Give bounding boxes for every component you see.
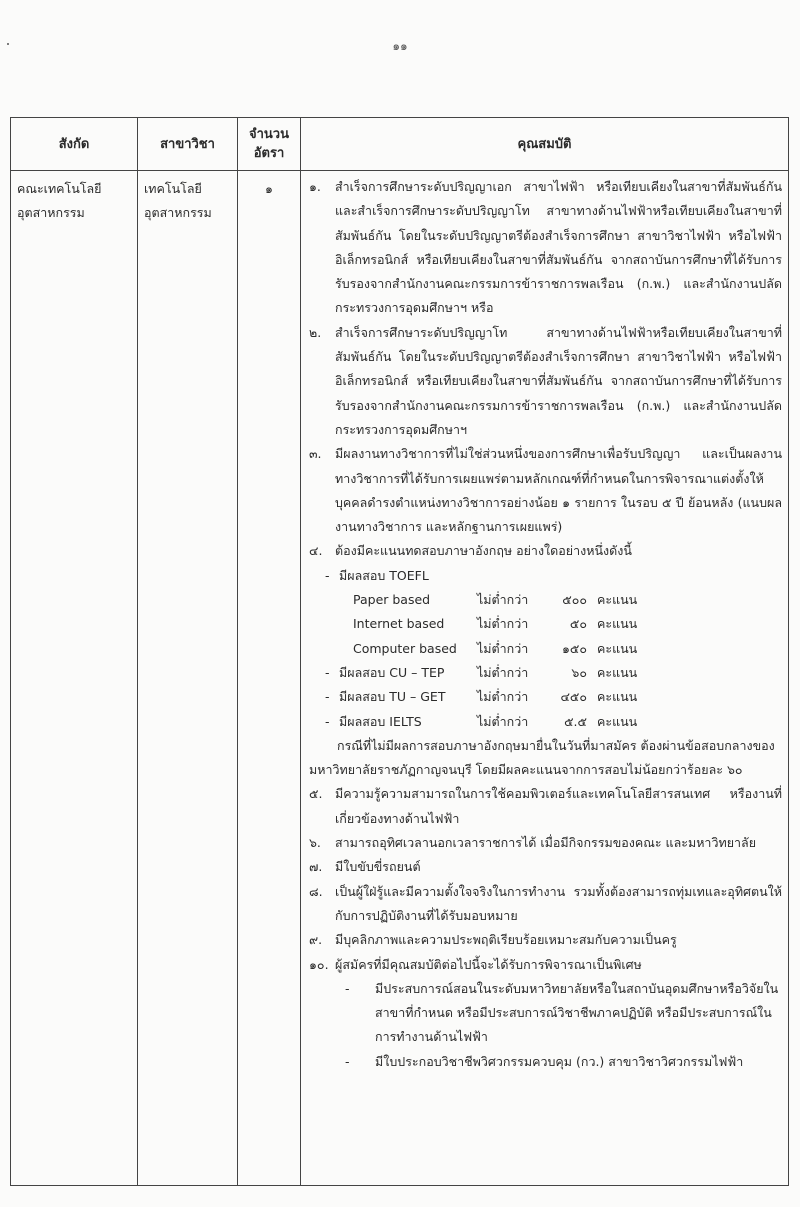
score-comparator: ไม่ต่ำกว่า bbox=[477, 616, 529, 632]
item-number: ๙. bbox=[309, 932, 323, 948]
toefl-label: มีผลสอบ TOEFL bbox=[339, 567, 429, 583]
score-comparator: ไม่ต่ำกว่า bbox=[477, 592, 529, 608]
item-number: ๖. bbox=[309, 835, 321, 851]
qualification-item bbox=[309, 321, 782, 442]
item-text: ต้องมีคะแนนทดสอบภาษาอังกฤษ อย่างใดอย่างหนึ่งดังนี้ bbox=[335, 543, 632, 559]
score-unit: คะแนน bbox=[597, 664, 638, 680]
score-value: ๕๐๐ bbox=[562, 592, 587, 608]
qualification-item bbox=[309, 953, 782, 977]
score-row bbox=[353, 637, 782, 661]
item-number: ๗. bbox=[309, 859, 323, 875]
qualifications-table bbox=[10, 117, 789, 1186]
score-row bbox=[353, 612, 782, 636]
field-cell bbox=[138, 171, 238, 1186]
toefl-label-row bbox=[309, 564, 782, 588]
score-unit: คะแนน bbox=[597, 616, 638, 632]
dash-bullet: - bbox=[325, 689, 330, 705]
item-number: ๓. bbox=[309, 446, 322, 462]
header-affiliation: สังกัด bbox=[11, 118, 138, 171]
qualification-item bbox=[309, 855, 782, 879]
score-type: Computer based bbox=[353, 640, 457, 656]
dash-bullet: - bbox=[345, 1053, 350, 1069]
special-item-text: มีใบประกอบวิชาชีพวิศวกรรมควบคุม (กว.) สาขาวิชาวิศวกรรมไฟฟ้า bbox=[375, 1053, 744, 1069]
qualification-item bbox=[309, 831, 782, 855]
special-item bbox=[345, 1050, 782, 1074]
score-row bbox=[353, 588, 782, 612]
dash-bullet: - bbox=[345, 980, 350, 996]
score-comparator: ไม่ต่ำกว่า bbox=[477, 640, 529, 656]
qualification-item bbox=[309, 539, 782, 563]
item-text: สามารถอุทิศเวลานอกเวลาราชการได้ เมื่อมีกิจกรรมของคณะ และมหาวิทยาลัย bbox=[335, 835, 757, 851]
item-text: มีผลงานทางวิชาการที่ไม่ใช่ส่วนหนึ่งของการศึกษาเพื่อรับปริญญา และเป็นผลงานทางวิชาการที่ได้รับการเผยแพร่ตามหลักเกณฑ์ที่กำหนดในการพิจารณาแต่งตั้งให้บุคคลดำรงตำแหน่งทางวิชาการอย่างน้อย ๑ รายการ ในรอบ ๕ ปี ย้อนหลัง (แนบผลงานทางวิชาการ และหลักฐานการเผยแพร่) bbox=[335, 446, 782, 535]
item-number: ๑. bbox=[309, 179, 321, 194]
affiliation-line1: คณะเทคโนโลยี bbox=[17, 181, 102, 196]
other-test-scores bbox=[309, 661, 782, 734]
header-qualifications: คุณสมบัติ bbox=[301, 118, 789, 171]
score-row bbox=[325, 685, 782, 709]
header-positions-line2: อัตรา bbox=[253, 146, 285, 161]
special-consideration-list bbox=[309, 977, 782, 1074]
qualification-item bbox=[309, 880, 782, 929]
field-line2: อุตสาหกรรม bbox=[144, 205, 212, 220]
english-test-note: กรณีที่ไม่มีผลการสอบภาษาอังกฤษมายื่นในวันที่มาสมัคร ต้องผ่านข้อสอบกลางของมหาวิทยาลัยราชภัฏกาญจนบุรี โดยมีผลคะแนนจากการสอบไม่น้อยกว่าร้อยละ ๖๐ bbox=[309, 737, 775, 778]
score-value: ๕.๕ bbox=[564, 713, 587, 729]
special-item-text: มีประสบการณ์สอนในระดับมหาวิทยาลัยหรือในสถาบันอุดมศึกษาหรือวิจัยในสาขาที่กำหนด หรือมีประสบการณ์วิชาชีพภาคปฏิบัติ หรือมีประสบการณ์ในการทำงานด้านไฟฟ้า bbox=[375, 980, 779, 1045]
score-value: ๔๕๐ bbox=[560, 689, 587, 705]
page-number: ๑๑ bbox=[392, 39, 408, 53]
score-comparator: ไม่ต่ำกว่า bbox=[477, 664, 529, 680]
qualification-item bbox=[309, 928, 782, 952]
header-field: สาขาวิชา bbox=[138, 118, 238, 171]
score-type: Internet based bbox=[353, 616, 445, 632]
field-line1: เทคโนโลยี bbox=[144, 181, 202, 196]
toefl-scores bbox=[309, 588, 782, 661]
dash-bullet: - bbox=[325, 567, 330, 583]
affiliation-cell bbox=[11, 171, 138, 1186]
test-label: มีผลสอบ IELTS bbox=[339, 713, 422, 729]
item-text: สำเร็จการศึกษาระดับปริญญาเอก สาขาไฟฟ้า หรือเทียบเคียงในสาขาที่สัมพันธ์กัน และสำเร็จการศึกษาระดับปริญญาโท สาขาทางด้านไฟฟ้าหรือเทียบเคียงในสาขาที่สัมพันธ์กัน โดยในระดับปริญญาตรีต้องสำเร็จการศึกษา สาขาวิชาไฟฟ้า หรือไฟฟ้าอิเล็กทรอนิกส์ หรือเทียบเคียงในสาขาที่สัมพันธ์กัน จากสถาบันการศึกษาที่ได้รับการรับรองจากสำนักงานคณะกรรมการข้าราชการพลเรือน (ก.พ.) และสำนักงานปลัดกระทรวงการอุดมศึกษาฯ หรือ bbox=[335, 179, 782, 316]
score-row bbox=[325, 661, 782, 685]
item-number: ๔. bbox=[309, 543, 323, 559]
score-comparator: ไม่ต่ำกว่า bbox=[477, 689, 529, 705]
item-number: ๕. bbox=[309, 786, 323, 802]
dash-bullet: - bbox=[325, 713, 330, 729]
score-type: Paper based bbox=[353, 592, 431, 608]
item-text: ผู้สมัครที่มีคุณสมบัติต่อไปนี้จะได้รับการพิจารณาเป็นพิเศษ bbox=[335, 956, 642, 972]
qualification-item bbox=[309, 782, 782, 831]
score-value: ๖๐ bbox=[571, 664, 587, 680]
dash-bullet: - bbox=[325, 664, 330, 680]
qualifications-cell bbox=[301, 171, 789, 1186]
table-header-row bbox=[11, 118, 789, 171]
score-unit: คะแนน bbox=[597, 713, 638, 729]
affiliation-line2: อุตสาหกรรม bbox=[17, 205, 85, 220]
table-row bbox=[11, 171, 789, 1186]
item-text: สำเร็จการศึกษาระดับปริญญาโท สาขาทางด้านไฟฟ้าหรือเทียบเคียงในสาขาที่สัมพันธ์กัน โดยในระดับปริญญาตรีต้องสำเร็จการศึกษา สาขาวิชาไฟฟ้า หรือไฟฟ้าอิเล็กทรอนิกส์ หรือเทียบเคียงในสาขาที่สัมพันธ์กัน จากสถาบันการศึกษาที่ได้รับการรับรองจากสำนักงานคณะกรรมการข้าราชการพลเรือน (ก.พ.) และสำนักงานปลัดกระทรวงการอุดมศึกษาฯ bbox=[335, 324, 782, 437]
qualification-item bbox=[309, 442, 782, 539]
header-positions-line1: จำนวน bbox=[249, 127, 289, 142]
item-text: มีความรู้ความสามารถในการใช้คอมพิวเตอร์และเทคโนโลยีสารสนเทศ หรืองานที่เกี่ยวข้องทางด้านไฟฟ้า bbox=[335, 786, 782, 826]
score-row bbox=[325, 710, 782, 734]
score-unit: คะแนน bbox=[597, 592, 638, 608]
score-unit: คะแนน bbox=[597, 689, 638, 705]
item-number: ๘. bbox=[309, 883, 323, 899]
special-item bbox=[345, 977, 782, 1050]
item-text: มีบุคลิกภาพและความประพฤติเรียบร้อยเหมาะสมกับความเป็นครู bbox=[335, 932, 677, 948]
score-value: ๕๐ bbox=[569, 616, 587, 632]
item-number: ๑๐. bbox=[309, 956, 329, 972]
item-text: มีใบขับขี่รถยนต์ bbox=[335, 859, 421, 875]
item-number: ๒. bbox=[309, 324, 322, 340]
item-text: เป็นผู้ใฝ่รู้และมีความตั้งใจจริงในการทำงาน รวมทั้งต้องสามารถทุ่มเทและอุทิศตนให้กับการปฏิบัติงานที่ได้รับมอบหมาย bbox=[335, 883, 782, 923]
test-label: มีผลสอบ TU – GET bbox=[339, 689, 446, 705]
score-unit: คะแนน bbox=[597, 640, 638, 656]
qualification-item bbox=[309, 175, 782, 321]
test-label: มีผลสอบ CU – TEP bbox=[339, 664, 445, 680]
positions-cell: ๑ bbox=[238, 171, 301, 1186]
score-comparator: ไม่ต่ำกว่า bbox=[477, 713, 529, 729]
score-value: ๑๕๐ bbox=[561, 640, 587, 656]
header-positions bbox=[238, 118, 301, 171]
